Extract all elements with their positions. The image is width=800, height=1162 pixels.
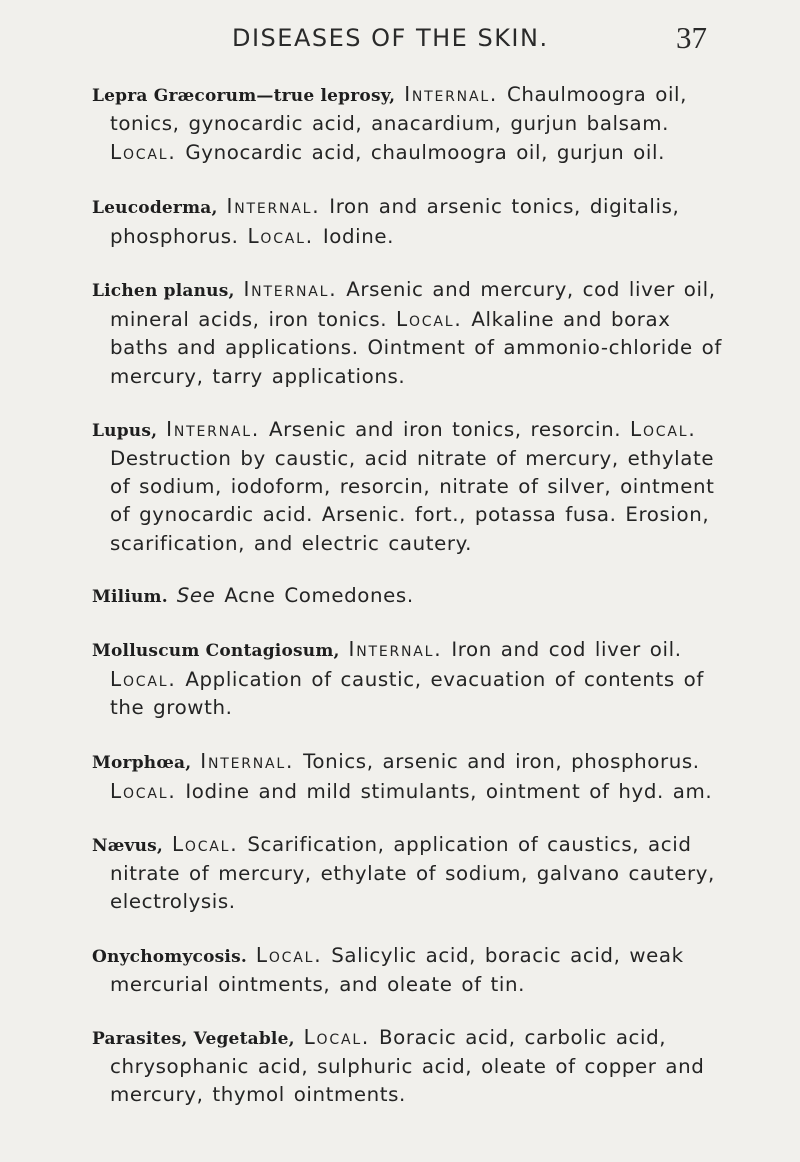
entry-heading: Lichen planus, [92,281,235,302]
treatment-text: Iron and cod liver oil. [451,638,682,662]
running-head [0,20,800,60]
entry-milium [92,582,728,611]
section-label: Internal. [166,416,261,441]
page-number: 37 [676,20,707,55]
treatment-text: Alkaline and borax baths and applications. Ointment of ammonio-chloride of mercury, tarry applications. [110,308,722,388]
treatment-text: Boracic acid, carbolic acid, chrysophanic acid, sulphuric acid, oleate of copper and mercury, thymol ointments. [110,1026,705,1107]
treatment-text: Application of caustic, evacuation of contents of the growth. [110,668,704,720]
entry-heading: Onychomycosis. [92,946,247,967]
entry-molluscum [92,635,728,723]
entry-lupus [92,415,728,558]
section-label: Local. [396,307,463,332]
entry-morphoea [92,747,728,806]
treatment-text: Destruction by caustic, acid nitrate of mercury, ethylate of sodium, iodoform, resorcin, nitrate of silver, ointment of gynocardic acid. Arsenic. fort., potassa fusa. Erosion, scarification, and electric cautery. [110,447,715,555]
treatment-text: Iodine. [322,224,395,248]
section-label: Local. [303,1025,371,1050]
treatment-text: Arsenic and iron tonics, resorcin. [268,417,622,441]
section-label: Local. [110,667,177,692]
entry-list [92,80,728,1134]
section-label: Local. [630,416,697,441]
section-label: Internal. [404,82,499,106]
entry-onychomycosis [92,941,728,999]
section-label: Local. [247,223,314,248]
entry-heading: Nævus, [92,836,164,857]
treatment-text: Chaulmoogra oil, tonics, gynocardic acid, anacardium, gurjun balsam. [110,83,688,136]
section-label: Internal. [348,637,443,662]
section-label: Local. [110,140,177,165]
entry-heading: Lepra Græcorum—true leprosy, [92,86,396,106]
treatment-text: Iron and arsenic tonics, digitalis, phosphorus. [110,194,680,248]
cross-reference-target: Acne Comedones. [224,583,414,607]
treatment-text: Arsenic and mercury, cod liver oil, mineral acids, iron tonics. [110,278,716,332]
section-label: Local. [110,778,177,803]
entry-heading: Lupus, [92,420,158,441]
page-title: DISEASES OF THE SKIN. [232,24,549,52]
entry-heading: Milium. [92,586,168,607]
entry-heading: Parasites, Vegetable, [92,1029,295,1050]
treatment-text: Tonics, arsenic and iron, phosphorus. [303,749,700,773]
cross-reference-see: See [176,583,216,607]
section-label: Internal. [243,277,338,302]
entry-lichen-planus [92,275,728,391]
entry-heading: Molluscum Contagiosum, [92,641,340,662]
section-label: Local. [255,942,323,967]
treatment-text: Scarification, application of caustics, acid nitrate of mercury, ethylate of sodium, galvano cautery, electrolysis. [110,833,715,914]
treatment-text: Gynocardic acid, chaulmoogra oil, gurjun oil. [185,141,665,165]
section-label: Internal. [226,193,321,218]
entry-heading: Leucoderma, [92,197,218,218]
treatment-text: Salicylic acid, boracic acid, weak mercurial ointments, and oleate of tin. [110,943,684,996]
entry-leucoderma [92,192,728,251]
entry-parasites-vegetable [92,1023,728,1110]
entry-lepra [92,80,728,168]
section-label: Local. [171,832,239,857]
entry-naevus [92,830,728,917]
treatment-text: Iodine and mild stimulants, ointment of hyd. am. [185,779,713,803]
entry-heading: Morphœa, [92,752,192,773]
section-label: Internal. [200,748,295,773]
